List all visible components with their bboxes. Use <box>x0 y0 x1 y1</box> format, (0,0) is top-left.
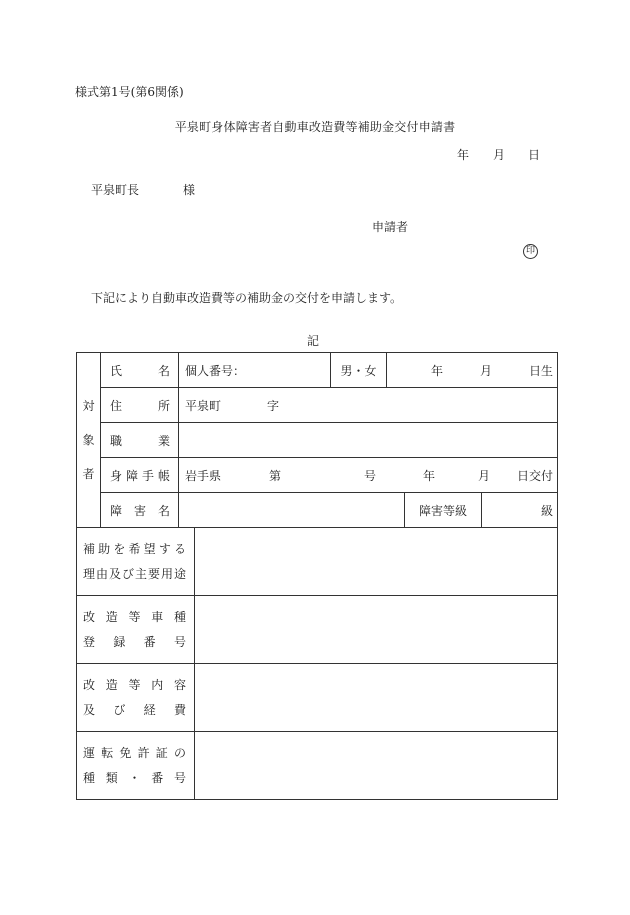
town-name: 平泉町 <box>185 398 222 413</box>
grade-label: 障害等級 <box>405 493 482 528</box>
date-day: 日 <box>528 148 541 162</box>
document-title: 平泉町身体障害者自動車改造費等補助金交付申請書 <box>174 120 456 134</box>
issued-month-label: 月 <box>478 468 491 483</box>
applicant-label: 申請者 <box>372 220 409 234</box>
vehicle-field[interactable] <box>195 596 558 664</box>
addressee-suffix: 様 <box>183 183 196 197</box>
gender-field[interactable]: 男・女 <box>331 353 387 388</box>
grade-suffix: 級 <box>541 503 554 518</box>
name-label: 氏名 <box>101 353 179 388</box>
occupation-label: 職業 <box>101 423 179 458</box>
handbook-label: 身障手帳 <box>101 458 179 493</box>
issued-year-label: 年 <box>423 468 436 483</box>
number-prefix: 第 <box>269 468 282 483</box>
license-field[interactable] <box>195 732 558 800</box>
handbook-field[interactable] <box>179 458 558 493</box>
grade-field[interactable] <box>482 493 558 528</box>
addressee: 平泉町長 <box>91 183 140 197</box>
seal-mark: 印 <box>523 244 538 259</box>
application-table <box>76 352 558 800</box>
disability-label: 障害名 <box>101 493 179 528</box>
intro-text: 下記により自動車改造費等の補助金の交付を申請します。 <box>91 291 403 305</box>
vehicle-label: 改造等車種 登録番号 <box>77 596 195 664</box>
purpose-label: 補助を希望する 理由及び主要用途 <box>77 528 195 596</box>
purpose-field[interactable] <box>195 528 558 596</box>
date-month: 月 <box>493 148 506 162</box>
occupation-field[interactable] <box>179 423 558 458</box>
address-field[interactable] <box>179 388 558 423</box>
birth-year-label: 年 <box>431 363 444 378</box>
aza-label: 字 <box>267 398 280 413</box>
modification-label: 改造等内容 及び経費 <box>77 664 195 732</box>
birth-day-label: 日生 <box>529 363 554 378</box>
subject-side-label: 対 象 者 <box>77 353 101 528</box>
mynumber-label: 個人番号： <box>185 363 246 378</box>
issued-day-label: 日交付 <box>517 468 554 483</box>
date-year: 年 <box>457 148 470 162</box>
birth-month-label: 月 <box>480 363 493 378</box>
ki-heading: 記 <box>307 334 320 348</box>
mynumber-field[interactable] <box>179 353 331 388</box>
prefecture-name: 岩手県 <box>185 468 222 483</box>
address-label: 住所 <box>101 388 179 423</box>
birthdate-field[interactable] <box>387 353 558 388</box>
number-suffix: 号 <box>364 468 377 483</box>
disability-field[interactable] <box>179 493 405 528</box>
form-number: 様式第1号(第6関係) <box>75 85 184 99</box>
license-label: 運転免許証の 種類・番号 <box>77 732 195 800</box>
modification-field[interactable] <box>195 664 558 732</box>
